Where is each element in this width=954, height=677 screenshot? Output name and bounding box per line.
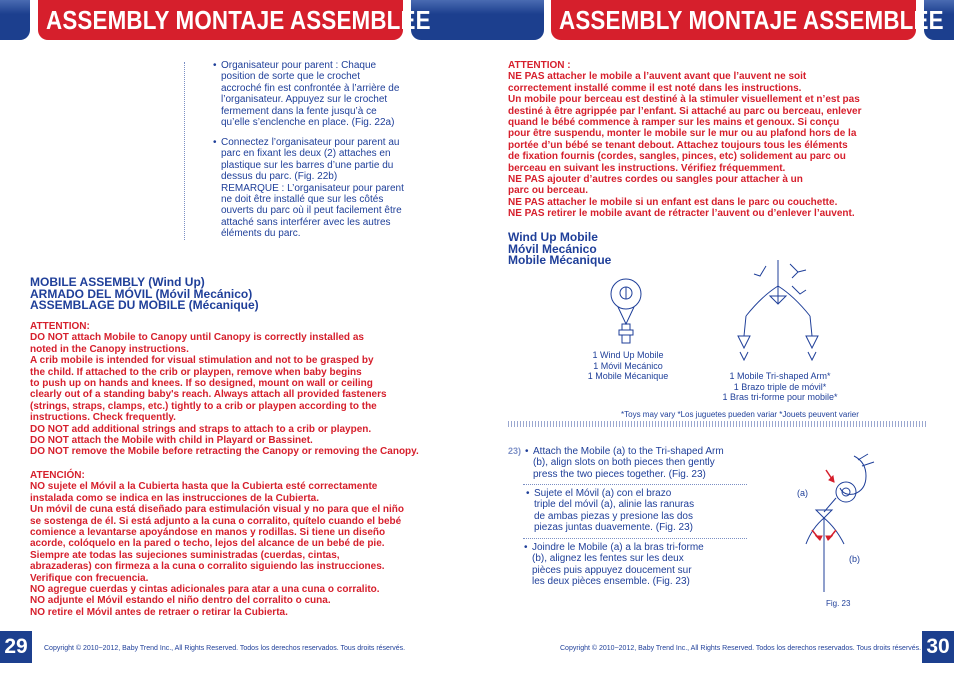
attention-french <box>508 60 928 220</box>
french-bullet-2-line: dessus du parc. (Fig. 22b) <box>221 171 338 183</box>
fig-23-illustration <box>796 452 888 596</box>
step-bullet-fr-line: (b), alignez les fentes sur les deux <box>532 553 684 565</box>
french-bullet-1-line: qu’elle s’enclenche en place. (Fig. 22a) <box>221 117 395 129</box>
attention-french-line: pour être suspendu, monter le mobile sur le mur ou au plafond hors de la <box>508 128 857 140</box>
attention-french-body <box>508 71 928 219</box>
tri-arm-caption-en: 1 Mobile Tri-shaped Arm* <box>729 371 831 381</box>
attention-french-line: destiné à être agrippée par l’enfant. Si attaché au parc ou berceau, enlever <box>508 105 862 117</box>
attention-french-line: quand le bébé commence à ramper sur les mains et genoux. Si conçu <box>508 117 840 129</box>
wind-up-mobile-illustration <box>604 272 650 352</box>
step-bullet-en-text <box>533 446 758 480</box>
step-number: 23) <box>508 446 522 456</box>
attention-english-line: DO NOT attach the Mobile with child in Playard or Bassinet. <box>30 435 313 447</box>
attention-french-line: berceau en suivant les instructions. Vérifiez fréquemment. <box>508 162 786 174</box>
step-bullet-es-text <box>534 488 759 534</box>
attention-french-line: Un mobile pour berceau est destiné à la stimuler visuellement et n’est pas <box>508 94 860 106</box>
tri-arm-caption-fr: 1 Bras tri-forme pour mobile* <box>722 392 838 402</box>
french-bullet-2-line: plastique sur les barres d’une partie du <box>221 159 394 171</box>
attention-spanish-line: NO agregue cuerdas y cintas adicionales para atar a una cuna o corralito. <box>30 584 380 596</box>
attention-english-line: A crib mobile is intended for visual stimulation and not to be grasped by <box>30 355 374 367</box>
page-number-right: 30 <box>922 631 954 663</box>
tri-arm-caption-es: 1 Brazo triple de móvil* <box>733 381 827 392</box>
page-title-right-text: ASSEMBLY MONTAJE ASSEMBLEE <box>559 5 944 35</box>
wind-up-caption-es: 1 Móvil Mecánico <box>593 360 663 371</box>
attention-french-line: correctement installé comme il est noté dans les instructions. <box>508 82 802 94</box>
parts-heading-fr: Mobile Mécanique <box>508 253 612 267</box>
attention-french-line: NE PAS retirer le mobile avant de rétracter l’auvent ou d’enlever l’auvent. <box>508 208 855 220</box>
french-bullet-1-line: l’organisateur. Appuyez sur le crochet <box>221 94 388 106</box>
attention-spanish <box>30 470 450 618</box>
attention-french-title: ATTENTION : <box>508 60 571 71</box>
page-title-left <box>38 0 431 40</box>
column-divider-line <box>184 62 185 240</box>
french-bullet-1-text <box>221 60 436 128</box>
attention-english-line: instructions. Check frequently. <box>30 412 176 424</box>
parts-heading-es: Móvil Mecánico <box>508 241 597 256</box>
wind-up-mobile-caption <box>572 350 684 382</box>
page-title-left-text: ASSEMBLY MONTAJE ASSEMBLEE <box>46 5 431 35</box>
french-bullet-2-line: ne doit être installé que sur les côtés <box>221 194 384 206</box>
tri-shaped-arm-caption <box>700 371 860 403</box>
attention-english-line: DO NOT add additional strings and straps to attach to a crib or playpen. <box>30 423 372 435</box>
parts-heading-en: Wind Up Mobile <box>508 230 598 244</box>
attention-spanish-line: NO retire el Móvil antes de retraer o retirar la Cubierta. <box>30 606 288 618</box>
attention-english-line: to push up on hands and knees. If so designed, mount on wall or ceiling <box>30 378 373 390</box>
step-bullet-fr-text <box>532 542 757 588</box>
french-bullet-2-line: parc en fixant les deux (2) attaches en <box>221 148 391 160</box>
french-bullet-1: • Organisateur pour parent : Chaque position de sorte que le crochet accroché fin est confrontée à l’arrière de l’organisateur. Appuyez sur le crochet fermement dans la fente jusqu’à ce qu’elle s’enclenche en place. (Fig. 22a) <box>221 60 436 128</box>
step-bullet-en-line: Attach the Mobile (a) to the Tri-shaped Arm <box>533 446 724 457</box>
fig-23-caption: Fig. 23 <box>826 599 851 608</box>
step-bullet-fr-line: Joindre le Mobile (a) a la bras tri-forme <box>532 542 704 553</box>
french-bullet-2-line: Connectez l’organisateur pour parent au <box>221 137 400 148</box>
french-bullet-2-line: ouverts du parc où il peut facilement être <box>221 205 402 217</box>
french-bullet-2-line: éléments du parc. <box>221 228 301 240</box>
attention-spanish-title: ATENCIÓN: <box>30 470 85 481</box>
step-bullet-es: • Sujete el Móvil (a) con el brazo triple del móvil (a), alinie las ranuras de ambas piezas y presione las dos piezas juntas duavemente. (Fig. 23) <box>534 488 759 534</box>
attention-french-line: de fixation fournis (cordes, sangles, pinces, etc) solidement au parc ou <box>508 151 846 163</box>
header-band-center <box>411 0 544 40</box>
fig-label-b: (b) <box>849 554 860 564</box>
french-bullet-2: • Connectez l’organisateur pour parent au parc en fixant les deux (2) attaches en plastique sur les barres d’une partie du dessus du parc. (Fig. 22b) REMARQUE : L’organisateur pour parent ne doit être installé que sur les côtés ouverts du parc où il peut facilement être attaché sans interférer avec les autres éléments du parc. <box>221 137 436 240</box>
attention-french-line: NE PAS attacher le mobile si un enfant est dans le parc ou couchette. <box>508 196 838 208</box>
step-bullet-fr-line: les deux pièces ensemble. (Fig. 23) <box>532 576 690 588</box>
step-bullet-es-line: triple del móvil (a), alinie las ranuras <box>534 499 695 511</box>
wind-up-caption-en: 1 Wind Up Mobile <box>592 350 664 360</box>
copyright-left: Copyright © 2010~2012, Baby Trend Inc., All Rights Reserved. Todos los derechos reservados. Tous droits réservés. <box>44 645 406 652</box>
attention-english-title: ATTENTION: <box>30 321 90 332</box>
attention-spanish-line: Verifique con frecuencia. <box>30 572 149 584</box>
header-band-left <box>0 0 30 40</box>
french-bullet-2-line: REMARQUE : L’organisateur pour parent <box>221 182 404 194</box>
attention-french-line: NE PAS ajouter d’autres cordes ou sangles pour attacher à un <box>508 174 803 186</box>
step-bullet-en: • Attach the Mobile (a) to the Tri-shaped Arm (b), align slots on both pieces then gently press the two pieces together. (Fig. 23) <box>533 446 758 480</box>
attention-english-line: DO NOT attach Mobile to Canopy until Canopy is correctly installed as <box>30 332 364 344</box>
section-heading-en: MOBILE ASSEMBLY (Wind Up) <box>30 275 205 289</box>
french-bullet-1-line: position de sorte que le crochet <box>221 71 360 83</box>
step-rule-2 <box>523 538 747 539</box>
attention-english-line: the child. If attached to the crib or playpen, remove when baby begins <box>30 366 362 378</box>
french-bullet-1-line: fermement dans la fente jusqu’à ce <box>221 105 377 117</box>
step-rule-1 <box>523 484 747 485</box>
hatched-divider <box>508 421 926 427</box>
attention-english <box>30 321 450 458</box>
attention-french-line: portée d’un bébé se tenant debout. Attachez toujours tous les éléments <box>508 139 848 151</box>
copyright-right: Copyright © 2010~2012, Baby Trend Inc., All Rights Reserved. Todos los derechos reservados. Tous droits réservés. <box>560 645 922 652</box>
attention-spanish-line: comience a levantarse apoyándose en manos y rodillas. Si tiene un diseño <box>30 527 386 539</box>
step-bullet-en-line: (b), align slots on both pieces then gently <box>533 457 715 469</box>
toys-note: *Toys may vary *Los juguetes pueden variar *Jouets peuvent varier <box>621 410 859 419</box>
attention-spanish-line: instalada como se indica en las instrucciones de la Cubierta. <box>30 492 319 504</box>
fig-label-a: (a) <box>797 488 808 498</box>
step-bullet-es-line: de ambas piezas y presione las dos <box>534 510 693 522</box>
attention-english-line: (strings, straps, clamps, etc.) tightly to a crib or playpen according to the <box>30 400 377 412</box>
step-bullet-en-line: press the two pieces together. (Fig. 23) <box>533 468 706 480</box>
tri-shaped-arm-illustration <box>732 256 828 368</box>
section-heading-fr: ASSEMBLAGE DU MOBILE (Mécanique) <box>30 298 259 312</box>
attention-english-line: noted in the Canopy instructions. <box>30 343 189 355</box>
attention-spanish-line: NO sujete el Móvil a la Cubierta hasta que la Cubierta esté correctamente <box>30 481 378 493</box>
attention-french-line: parc ou berceau. <box>508 185 589 197</box>
attention-spanish-line: Siempre ate todas las sujeciones suministradas (cuerdas, cintas, <box>30 549 340 561</box>
page-number-left: 29 <box>0 631 32 663</box>
step-bullet-fr: • Joindre le Mobile (a) a la bras tri-forme (b), alignez les fentes sur les deux pièces puis appuyez doucement sur les deux pièces ensemble. (Fig. 23) <box>532 542 757 588</box>
french-bullet-1-line: Organisateur pour parent : Chaque <box>221 60 377 71</box>
attention-spanish-line: acorde, colóquelo en la pared o techo, lejos del alcance de un bebé de pie. <box>30 538 385 550</box>
attention-english-line: DO NOT remove the Mobile before retracting the Canopy or removing the Canopy. <box>30 446 419 458</box>
section-heading <box>30 277 390 312</box>
french-bullet-2-text <box>221 137 436 240</box>
step-bullet-es-line: Sujete el Móvil (a) con el brazo <box>534 488 672 499</box>
attention-spanish-body <box>30 481 450 618</box>
step-bullet-fr-line: pièces puis appuyez doucement sur <box>532 564 692 576</box>
french-bullet-2-line: attaché sans interférer avec les autres <box>221 216 391 228</box>
page-title-right <box>551 0 944 40</box>
parts-heading <box>508 232 708 267</box>
step-bullet-es-line: piezas juntas duavemente. (Fig. 23) <box>534 522 693 534</box>
french-bullet-1-line: accroché fin est confrontée à l’arrière de <box>221 82 400 94</box>
attention-english-line: clearly out of a standing baby's reach. Always attach all provided fasteners <box>30 389 387 401</box>
section-heading-es: ARMADO DEL MÓVIL (Móvil Mecánico) <box>30 286 253 301</box>
attention-spanish-line: se sostenga de él. Si está adjunto a la cuna o corralito, quítelo cuando el bebé <box>30 515 402 527</box>
attention-spanish-line: Un móvil de cuna está diseñado para estimulación visual y no para que el niño <box>30 504 404 516</box>
attention-english-body <box>30 332 450 457</box>
attention-spanish-line: abrazaderas) con firmeza a la cuna o corralito siguiendo las instrucciones. <box>30 561 385 573</box>
attention-spanish-line: NO adjunte el Móvil estando el niño dentro del corralito o cuna. <box>30 595 331 607</box>
attention-french-line: NE PAS attacher le mobile a l’auvent avant que l’auvent ne soit <box>508 71 807 83</box>
wind-up-caption-fr: 1 Mobile Mécanique <box>587 371 669 381</box>
